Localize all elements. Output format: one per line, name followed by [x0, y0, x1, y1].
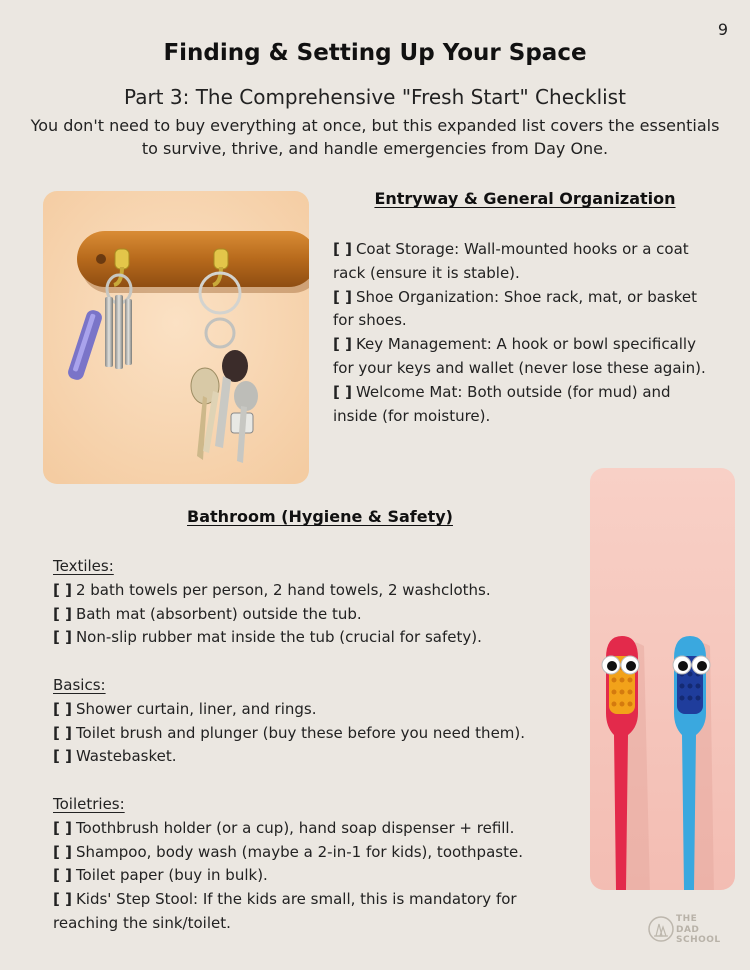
checkbox-mark: [ ] — [333, 335, 352, 354]
entryway-heading: Entryway & General Organization — [374, 189, 676, 208]
dad-school-logo — [648, 912, 738, 948]
list-item: [ ] Toilet brush and plunger (buy these before you need them). — [53, 723, 526, 742]
toiletries-label: Toiletries: — [53, 794, 125, 813]
checkbox-mark: [ ] — [53, 842, 72, 861]
list-item: [ ] Wastebasket. — [53, 747, 177, 766]
list-item: [ ] Key Management: A hook or bowl specifically for your keys and wallet (never lose these again). — [333, 335, 706, 377]
list-item: [ ] Shoe Organization: Shoe rack, mat, or basket for shoes. — [333, 287, 698, 330]
list-item: [ ] Coat Storage: Wall-mounted hooks or a coat rack (ensure it is stable). — [333, 240, 689, 282]
page-number: 9 — [717, 20, 728, 39]
list-item: [ ] Shampoo, body wash (maybe a 2-in-1 for kids), toothpaste. — [53, 842, 523, 861]
checkbox-mark: [ ] — [333, 240, 352, 258]
spacer — [53, 650, 583, 674]
textiles-label: Textiles: — [53, 557, 114, 575]
checkbox-mark: [ ] — [53, 604, 72, 623]
key-hook-photo — [43, 191, 309, 484]
logo-emblem-icon — [648, 912, 674, 946]
spacer — [53, 769, 583, 793]
checkbox-mark: [ ] — [53, 747, 72, 766]
bathroom-heading: Bathroom (Hygiene & Safety) — [187, 507, 453, 526]
list-item: [ ] Non-slip rubber mat inside the tub (crucial for safety). — [53, 628, 482, 647]
list-item: [ ] Toilet paper (buy in bulk). — [53, 866, 268, 885]
basics-label: Basics: — [53, 675, 106, 694]
bathroom-checklist — [53, 555, 583, 936]
list-item: [ ] Kids' Step Stool: If the kids are small, this is mandatory for reaching the sink/toilet. — [53, 890, 517, 932]
list-item: [ ] 2 bath towels per person, 2 hand towels, 2 washcloths. — [53, 580, 491, 599]
checkbox-mark: [ ] — [53, 818, 72, 837]
list-item: [ ] Toothbrush holder (or a cup), hand soap dispenser + refill. — [53, 818, 515, 837]
checkbox-mark: [ ] — [53, 699, 72, 718]
checkbox-mark: [ ] — [53, 628, 72, 647]
page-title: Finding & Setting Up Your Space — [163, 40, 587, 66]
checkbox-mark: [ ] — [53, 580, 72, 599]
page-subtitle: Part 3: The Comprehensive "Fresh Start" Checklist — [124, 85, 626, 109]
checkbox-mark: [ ] — [53, 723, 72, 742]
checkbox-mark: [ ] — [53, 890, 72, 909]
entryway-checklist — [333, 238, 708, 428]
list-item: [ ] Welcome Mat: Both outside (for mud) and inside (for moisture). — [333, 382, 671, 425]
intro-paragraph: You don't need to buy everything at once, but this expanded list covers the essentials to survive, thrive, and handle emergencies from Day One. — [30, 116, 720, 158]
toothbrush-photo — [590, 468, 735, 890]
list-item: [ ] Shower curtain, liner, and rings. — [53, 699, 317, 718]
list-item: [ ] Bath mat (absorbent) outside the tub. — [53, 604, 362, 623]
checkbox-mark: [ ] — [53, 866, 72, 885]
checkbox-mark: [ ] — [333, 287, 352, 306]
checkbox-mark: [ ] — [333, 382, 352, 401]
logo-text: THE DAD SCHOOL — [676, 914, 721, 945]
